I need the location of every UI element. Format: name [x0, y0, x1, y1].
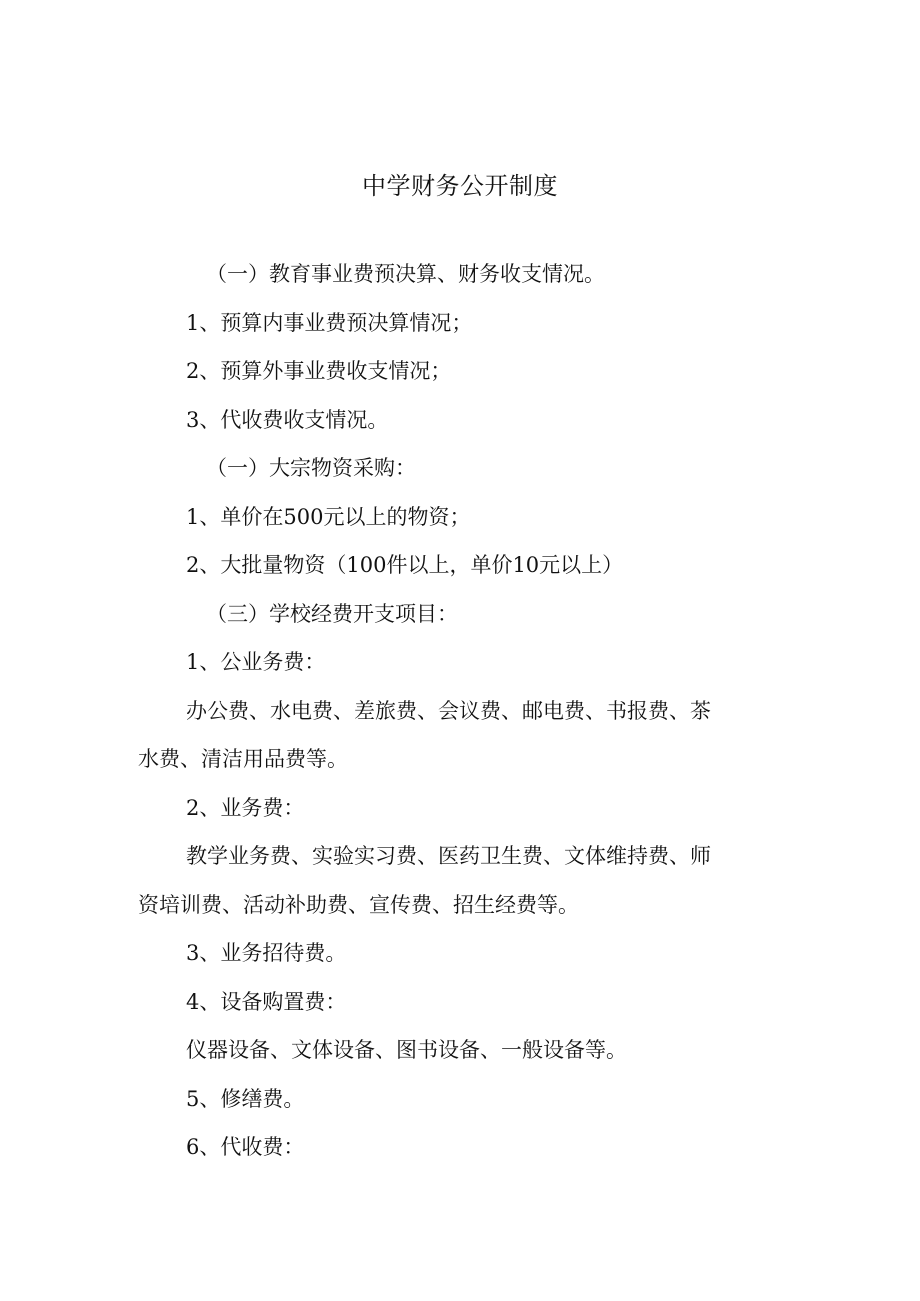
list-item: 1、单价在500元以上的物资； [186, 504, 471, 529]
paragraph-line: 教学业务费、实验实习费、医药卫生费、文体维持费、师 [186, 844, 711, 868]
list-item: 3、代收费收支情况。 [186, 407, 389, 432]
list-item: 5、修缮费。 [186, 1086, 305, 1111]
document-title: 中学财务公开制度 [362, 172, 558, 200]
list-item: 2、大批量物资（100件以上，单价10元以上） [186, 553, 624, 577]
document-body [138, 250, 768, 1172]
list-item: 3、业务招待费。 [186, 941, 347, 965]
paragraph-line: 仪器设备、文体设备、图书设备、一般设备等。 [186, 1038, 627, 1062]
paragraph-line: 办公费、水电费、差旅费、会议费、邮电费、书报费、茶 [186, 698, 711, 723]
section-heading-budget: （一）教育事业费预决算、财务收支情况。 [206, 262, 605, 286]
section-heading-procurement: （一）大宗物资采购： [206, 456, 416, 480]
list-item: 1、公业务费： [186, 650, 326, 674]
paragraph-line: 资培训费、活动补助费、宣传费、招生经费等。 [138, 892, 579, 917]
list-item: 4、设备购置费： [186, 989, 347, 1014]
paragraph-line: 水费、清洁用品费等。 [138, 747, 348, 771]
list-item: 1、预算内事业费预决算情况； [186, 310, 473, 335]
section-heading-expenses: （三）学校经费开支项目： [206, 601, 458, 626]
list-item: 6、代收费： [186, 1135, 305, 1159]
list-item: 2、预算外事业费收支情况； [186, 359, 452, 383]
list-item: 2、业务费： [186, 795, 305, 820]
